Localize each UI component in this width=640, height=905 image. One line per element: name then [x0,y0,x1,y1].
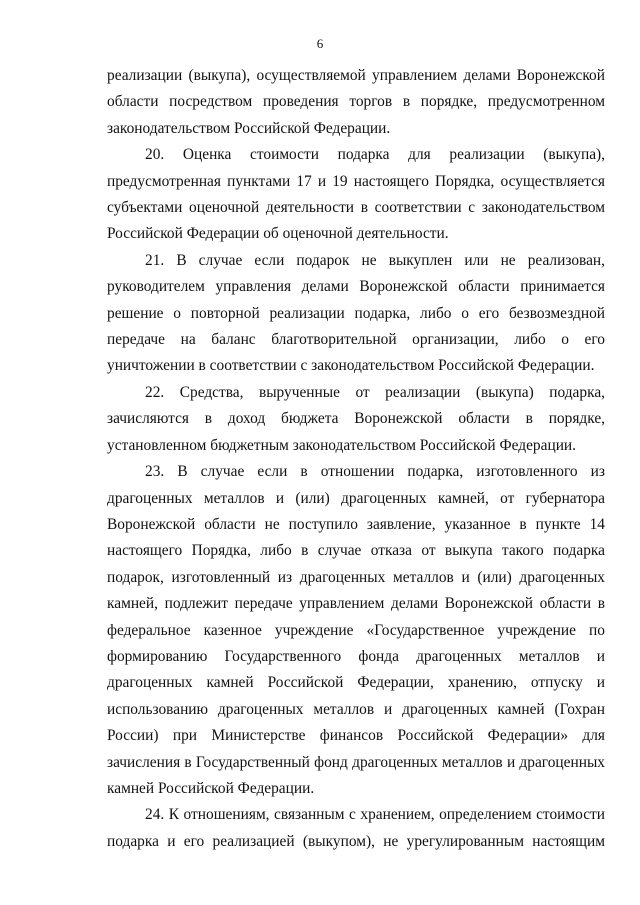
paragraph-24: 24. К отношениям, связанным с хранением, определением стоимости подарка и его реализацией (выкупом), не урегулированным настоящим [107,806,605,850]
paragraph-22: 22. Средства, вырученные от реализации (выкупа) подарка, зачисляются в доход бюджета Воронежской области в порядке, установленном бюджетным законодательством Российской Федерации. [107,383,605,454]
page-number: 6 [316,36,324,51]
paragraph-20: 20. Оценка стоимости подарка для реализации (выкупа), предусмотренная пунктами 17 и 19 настоящего Порядка, осуществляется субъектами оценочной деятельности в соответствии с законодательством Российской Федерации об оценочной деятельности. [107,146,605,243]
paragraph-continuation: реализации (выкупа), осуществляемой управлением делами Воронежской области посредством проведения торгов в порядке, предусмотренном законодательством Российской Федерации. [107,67,605,137]
paragraph-21: 21. В случае если подарок не выкуплен или не реализован, руководителем управления делами Воронежской области принимается решение о повторной реализации подарка, либо о его безвозмездной передаче на баланс благотворительной организации, либо о его уничтожении в соответствии с законодательством Российской Федерации. [107,251,605,375]
paragraph-23: 23. В случае если в отношении подарка, изготовленного из драгоценных металлов и (или) драгоценных камней, от губернатора Воронежской области не поступило заявление, указанное в пункте 14 настоящего Порядка, либо в случае отказа от выкупа такого подарка подарок, изготовленный из драгоценных металлов и (или) драгоценных камней, подлежит передаче управлением делами Воронежской области в федеральное казенное учреждение «Государственное учреждение по формированию Государственного фонда драгоценных металлов и драгоценных камней Российской Федерации, хранению, отпуску и использованию драгоценных металлов и драгоценных камней (Гохран России) при Министерстве финансов Российской Федерации» для зачисления в Государственный фонд драгоценных металлов и драгоценных камней Российской Федерации. [107,463,605,797]
document-body [107,63,605,855]
